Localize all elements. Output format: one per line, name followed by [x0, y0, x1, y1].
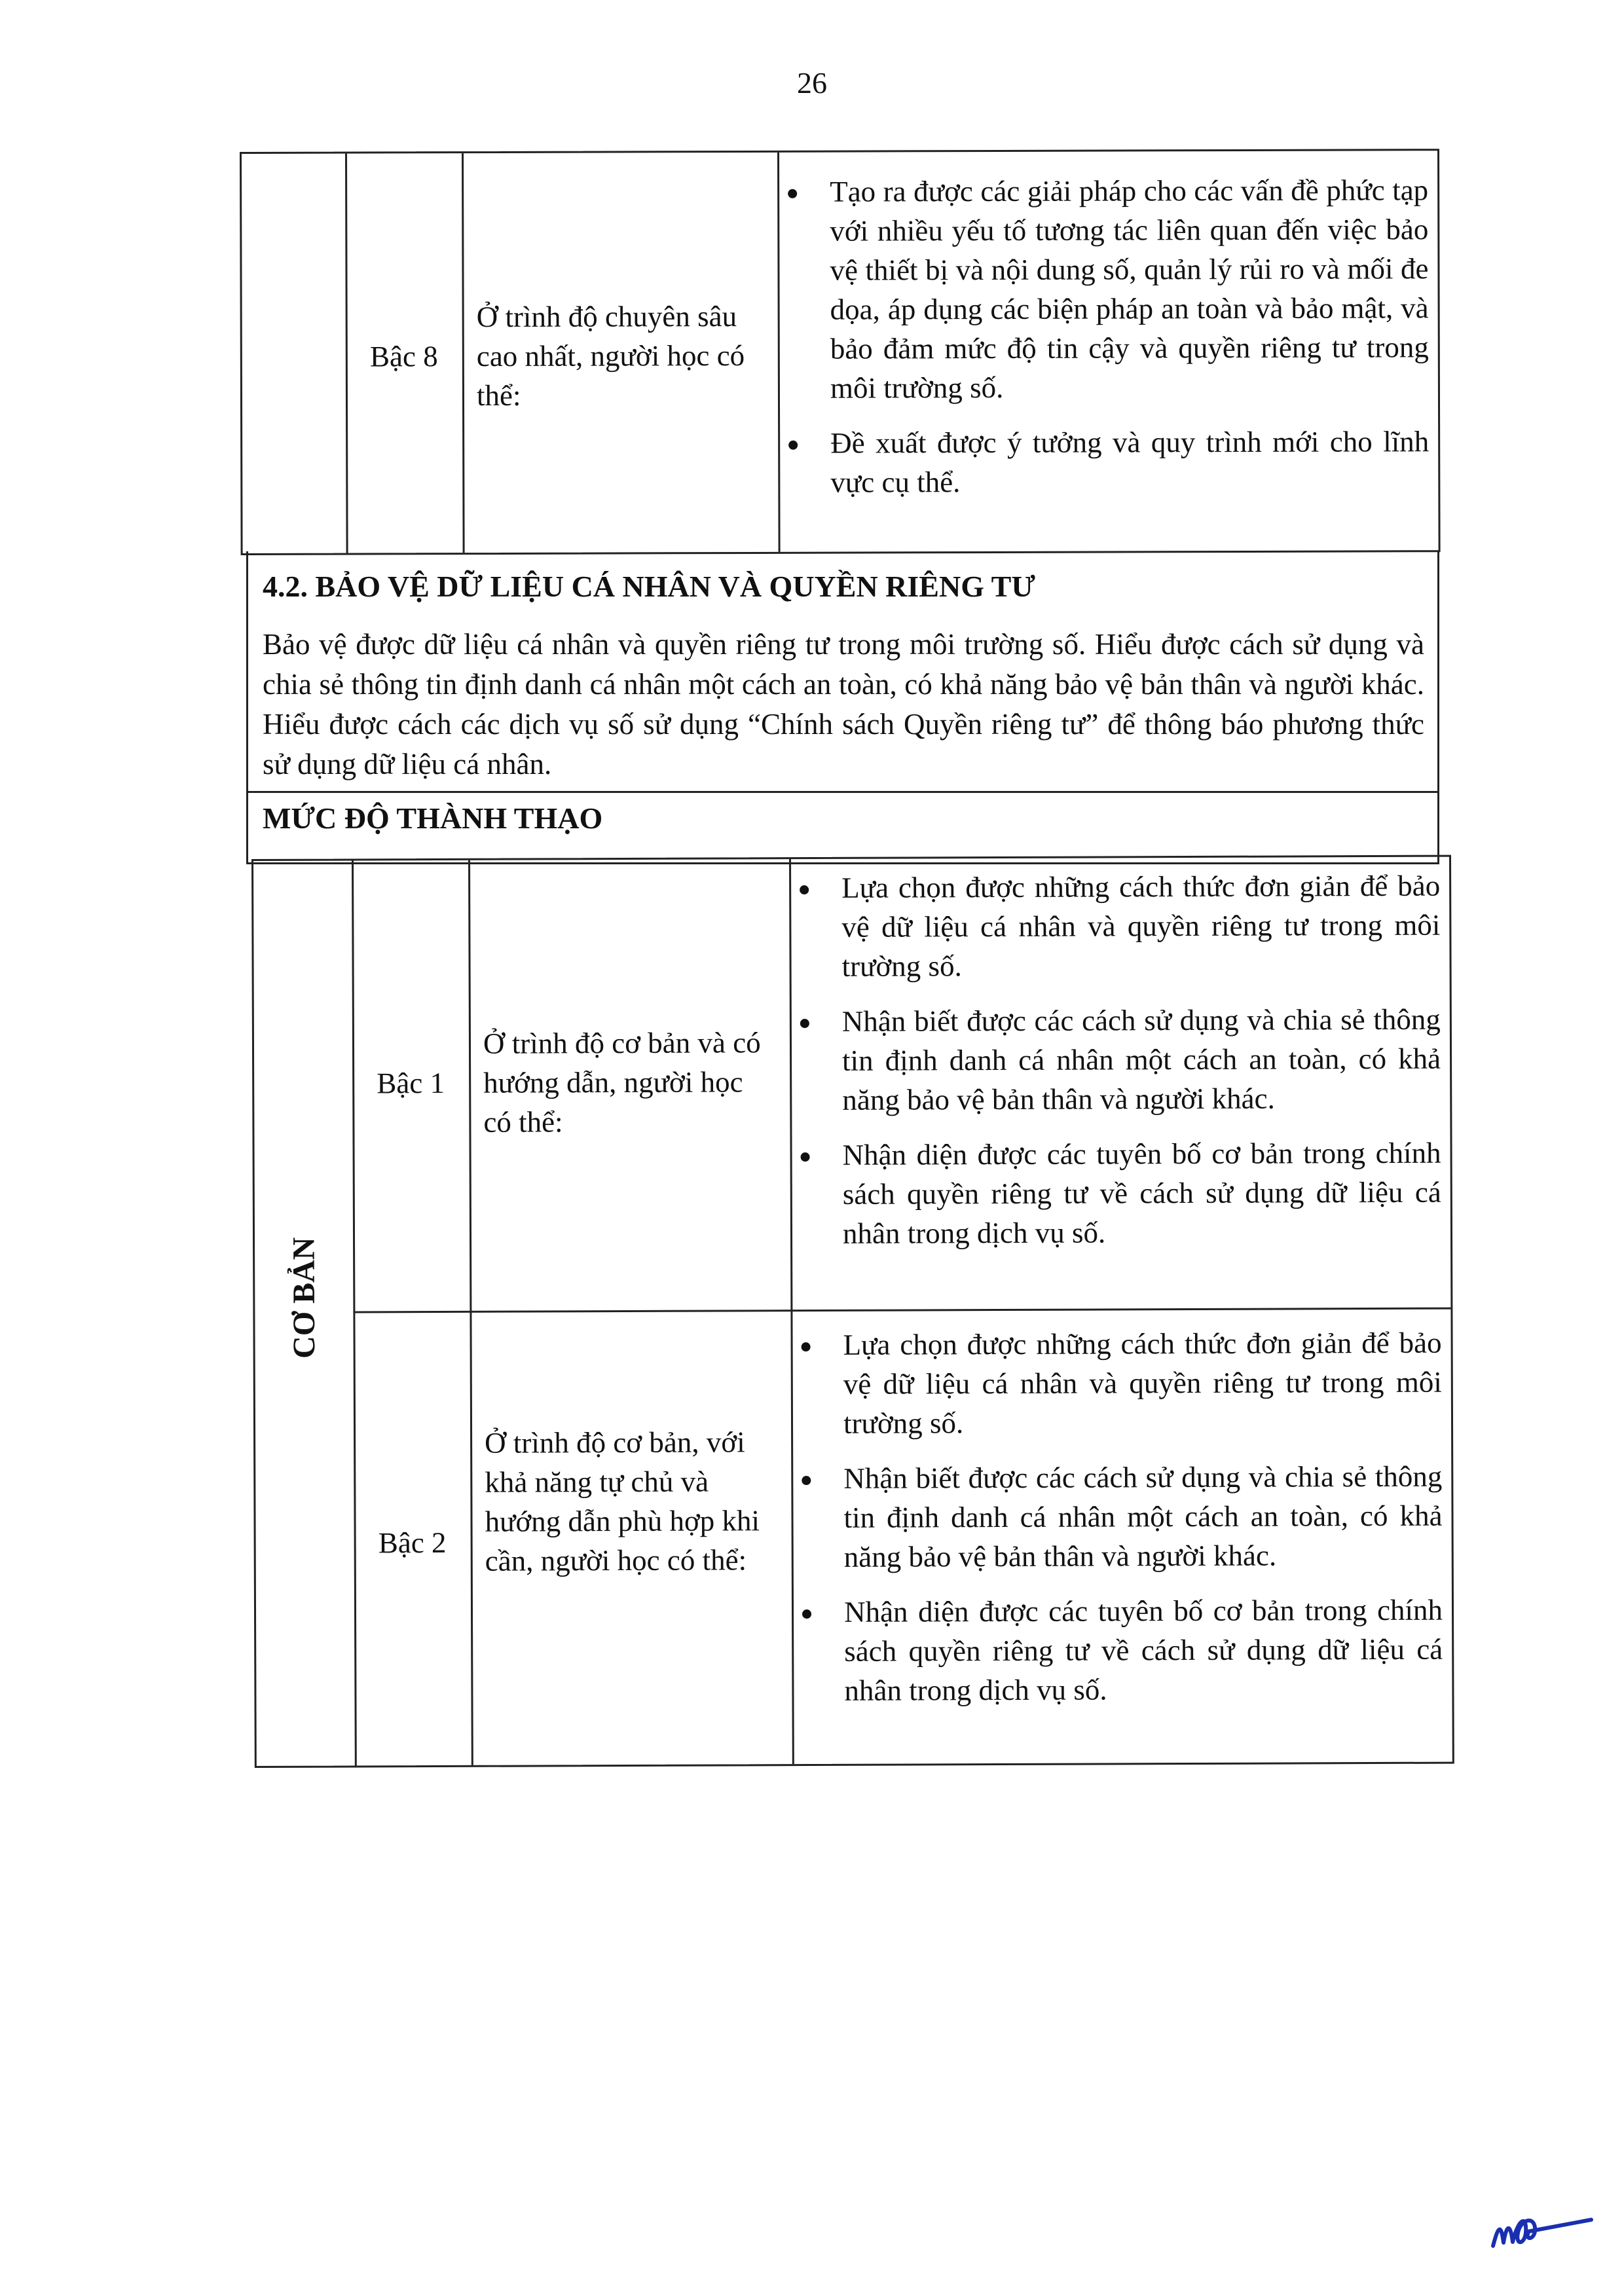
bullet-icon	[802, 1342, 811, 1351]
bullet-icon	[788, 441, 798, 450]
bullet-icon	[802, 1476, 811, 1485]
section-title: 4.2. BẢO VỆ DỮ LIỆU CÁ NHÂN VÀ QUYỀN RIÊNG TƯ	[263, 570, 1035, 603]
section-description: Bảo vệ được dữ liệu cá nhân và quyền riêng tư trong môi trường số. Hiểu được cách sử dụng và chia sẻ thông tin định danh cá nhân một cách an toàn, có khả năng bảo vệ bản thân và người khác. Hiểu được cách các dịch vụ số sử dụng “Chính sách Quyền riêng tư” để thông báo phương thức sử dụng dữ liệu cá nhân.	[263, 628, 1424, 780]
level-label: Bậc 1	[377, 1066, 445, 1100]
list-item: Nhận diện được các tuyên bố cơ bản trong chính sách quyền riêng tư về cách sử dụng dữ liệu cá nhân trong dịch vụ số.	[790, 1133, 1454, 1254]
list-item: Tạo ra được các giải pháp cho các vấn đề phức tạp với nhiều yếu tố tương tác liên quan đến việc bảo vệ thiết bị và nội dung số, quản lý rủi ro và mối đe dọa, áp dụng các biện pháp an toàn và bảo mật, và bảo đảm mức độ tin cậy và quyền riêng tư trong môi trường số.	[777, 170, 1442, 408]
bullet-icon	[800, 1019, 809, 1028]
mastery-heading: MỨC ĐỘ THÀNH THẠO	[263, 801, 603, 835]
list-item: Lựa chọn được những cách thức đơn giản để bảo vệ dữ liệu cá nhân và quyền riêng tư trong môi trường số.	[790, 1323, 1455, 1444]
bullet-icon	[801, 1152, 810, 1162]
list-item: Nhận biết được các cách sử dụng và chia sẻ thông tin định danh cá nhân một cách an toàn, có khả năng bảo vệ bản thân và người khác.	[791, 1457, 1456, 1577]
section-box	[246, 551, 1439, 864]
list-item: Nhận biết được các cách sử dụng và chia sẻ thông tin định danh cá nhân một cách an toàn, có khả năng bảo vệ bản thân và người khác.	[790, 1000, 1454, 1120]
bullet-list	[777, 170, 1442, 518]
row-divider	[248, 791, 1437, 793]
basic-levels-table	[251, 855, 1454, 1768]
level-intro: Ở trình độ chuyên sâu cao nhất, người học có thể:	[476, 300, 745, 413]
level-label: Bậc 8	[369, 340, 438, 373]
bullet-icon	[802, 1609, 811, 1619]
level-label: Bậc 2	[378, 1526, 447, 1560]
bullet-icon	[788, 189, 797, 198]
bullet-list	[790, 1323, 1456, 1727]
bullet-icon	[800, 885, 809, 894]
level-8-table	[240, 149, 1441, 555]
row-divider	[353, 1308, 1450, 1313]
page-number: 26	[797, 66, 827, 100]
list-item: Lựa chọn được những cách thức đơn giản để bảo vệ dữ liệu cá nhân và quyền riêng tư trong môi trường số.	[789, 866, 1454, 987]
list-item: Nhận diện được các tuyên bố cơ bản trong chính sách quyền riêng tư về cách sử dụng dữ liệu cá nhân trong dịch vụ số.	[792, 1590, 1456, 1711]
group-label: CƠ BẢN	[286, 1237, 322, 1359]
list-item: Đề xuất được ý tưởng và quy trình mới cho lĩnh vực cụ thể.	[778, 422, 1442, 502]
bullet-list	[789, 866, 1454, 1270]
signature-mark	[1486, 2194, 1598, 2259]
level-intro: Ở trình độ cơ bản và có hướng dẫn, người học có thể:	[483, 1026, 761, 1139]
level-intro: Ở trình độ cơ bản, với khả năng tự chủ và hướng dẫn phù hợp khi cần, người học có thể:	[485, 1425, 760, 1577]
